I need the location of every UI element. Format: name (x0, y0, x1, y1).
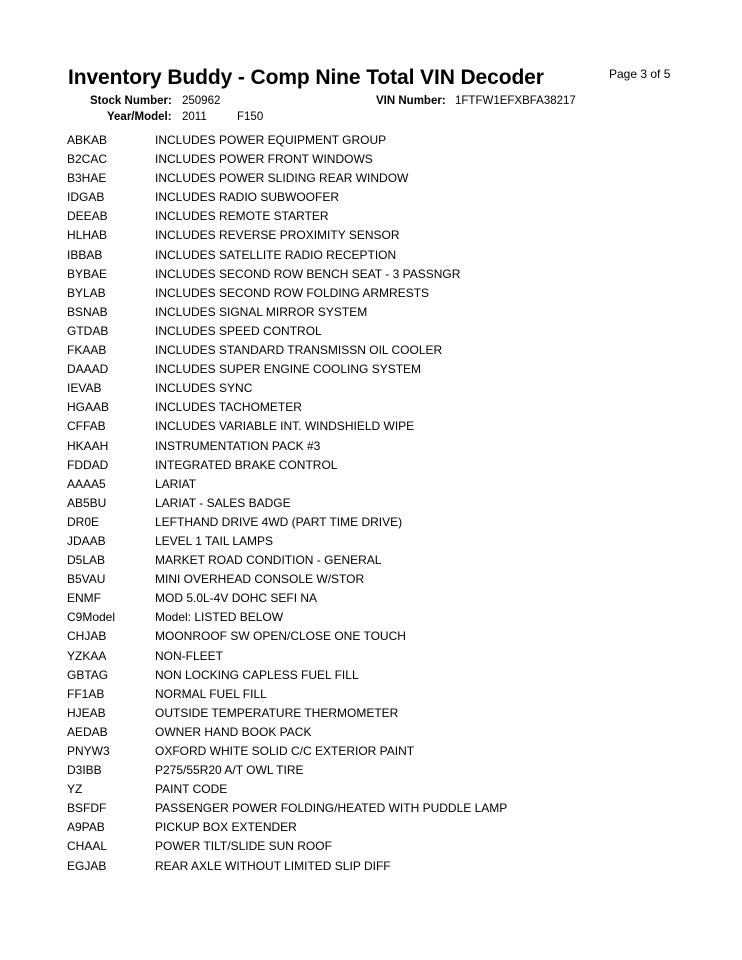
option-code: IBBAB (67, 247, 103, 262)
option-description: INCLUDES SECOND ROW FOLDING ARMRESTS (155, 285, 430, 300)
option-row (0, 496, 742, 515)
option-row (0, 610, 742, 629)
option-row (0, 248, 742, 267)
option-description: INCLUDES POWER FRONT WINDOWS (155, 152, 373, 167)
option-code: HJEAB (67, 705, 106, 720)
option-description: LARIAT (155, 476, 197, 491)
option-code: CHAAL (67, 839, 108, 854)
option-row (0, 477, 742, 496)
option-description: INCLUDES SECOND ROW BENCH SEAT - 3 PASSNGR (155, 266, 461, 281)
option-description: MINI OVERHEAD CONSOLE W/STOR (155, 572, 365, 587)
stock-number-label: Stock Number: (90, 95, 172, 107)
option-row (0, 725, 742, 744)
page-indicator: Page 3 of 5 (609, 67, 671, 81)
option-description: INCLUDES SUPER ENGINE COOLING SYSTEM (155, 362, 422, 377)
option-code: HGAAB (67, 400, 110, 415)
option-row (0, 534, 742, 553)
option-code: BSNAB (67, 304, 108, 319)
option-row (0, 267, 742, 286)
option-code: DR0E (67, 514, 100, 529)
option-code: IEVAB (67, 381, 102, 396)
option-description: INTEGRATED BRAKE CONTROL (155, 457, 338, 472)
option-code: AB5BU (67, 495, 107, 510)
option-row (0, 305, 742, 324)
option-code: EGJAB (67, 858, 107, 873)
option-code: HKAAH (67, 438, 109, 453)
option-code: HLHAB (67, 228, 108, 243)
option-code: ABKAB (67, 133, 108, 147)
option-description: INCLUDES STANDARD TRANSMISSN OIL COOLER (155, 343, 443, 358)
option-description: P275/55R20 A/T OWL TIRE (155, 763, 304, 778)
option-code: CHJAB (67, 629, 107, 644)
option-code: DEEAB (67, 209, 108, 224)
option-code: CFFAB (67, 419, 106, 434)
option-code: D5LAB (67, 553, 106, 568)
stock-number-value: 250962 (182, 95, 221, 107)
model-value: F150 (237, 111, 264, 123)
option-code: ENMF (67, 591, 101, 606)
option-description: MOONROOF SW OPEN/CLOSE ONE TOUCH (155, 629, 406, 644)
option-row (0, 419, 742, 438)
option-row (0, 439, 742, 458)
option-description: LEVEL 1 TAIL LAMPS (155, 533, 274, 548)
option-code: BSFDF (67, 801, 107, 816)
option-row (0, 343, 742, 362)
option-description: REAR AXLE WITHOUT LIMITED SLIP DIFF (155, 858, 391, 873)
option-description: INCLUDES TACHOMETER (155, 400, 302, 415)
option-code: GBTAG (67, 667, 109, 682)
option-description: POWER TILT/SLIDE SUN ROOF (155, 839, 332, 854)
option-row (0, 763, 742, 782)
option-code: FKAAB (67, 343, 107, 358)
option-code: DAAAD (67, 362, 109, 377)
option-description: INCLUDES SPEED CONTROL (155, 323, 322, 338)
option-row (0, 668, 742, 687)
option-row (0, 859, 742, 878)
option-description: OWNER HAND BOOK PACK (155, 724, 312, 739)
option-row (0, 228, 742, 247)
option-row (0, 515, 742, 534)
option-row (0, 687, 742, 706)
option-description: NON LOCKING CAPLESS FUEL FILL (155, 667, 359, 682)
option-code: YZKAA (67, 648, 107, 663)
option-row (0, 133, 742, 152)
option-description: OXFORD WHITE SOLID C/C EXTERIOR PAINT (155, 744, 415, 758)
option-description: INCLUDES SYNC (155, 381, 253, 396)
option-description: INSTRUMENTATION PACK #3 (155, 438, 321, 453)
option-row (0, 839, 742, 858)
option-row (0, 152, 742, 171)
option-code-list (0, 133, 742, 878)
option-code: IDGAB (67, 190, 105, 205)
option-description: OUTSIDE TEMPERATURE THERMOMETER (155, 705, 399, 720)
option-code: FF1AB (67, 686, 105, 701)
option-row (0, 706, 742, 725)
option-row (0, 362, 742, 381)
option-code: FDDAD (67, 457, 109, 472)
option-code: AAAA5 (67, 476, 106, 491)
option-description: NON-FLEET (155, 648, 224, 663)
option-code: C9Model (67, 610, 116, 625)
option-code: B5VAU (67, 572, 106, 587)
option-description: NORMAL FUEL FILL (155, 686, 267, 701)
option-code: JDAAB (67, 533, 106, 548)
option-description: INCLUDES POWER SLIDING REAR WINDOW (155, 171, 409, 186)
option-row (0, 553, 742, 572)
option-description: PAINT CODE (155, 782, 228, 797)
option-description: Model: LISTED BELOW (155, 610, 284, 625)
option-row (0, 782, 742, 801)
option-row (0, 286, 742, 305)
option-row (0, 324, 742, 343)
option-row (0, 629, 742, 648)
option-row (0, 458, 742, 477)
option-code: BYBAE (67, 266, 108, 281)
option-code: B2CAC (67, 152, 108, 167)
year-model-label: Year/Model: (107, 111, 172, 123)
option-description: INCLUDES SIGNAL MIRROR SYSTEM (155, 304, 368, 319)
option-description: LEFTHAND DRIVE 4WD (PART TIME DRIVE) (155, 514, 403, 529)
option-description: INCLUDES REMOTE STARTER (155, 209, 329, 224)
option-description: INCLUDES POWER EQUIPMENT GROUP (155, 133, 387, 147)
option-description: INCLUDES REVERSE PROXIMITY SENSOR (155, 228, 400, 243)
option-row (0, 381, 742, 400)
option-code: D3IBB (67, 763, 102, 778)
option-row (0, 171, 742, 190)
option-code: A9PAB (67, 820, 105, 835)
option-description: PASSENGER POWER FOLDING/HEATED WITH PUDDLE LAMP (155, 801, 508, 816)
option-description: MARKET ROAD CONDITION - GENERAL (155, 553, 382, 568)
option-row (0, 190, 742, 209)
option-description: INCLUDES RADIO SUBWOOFER (155, 190, 340, 205)
option-code: GTDAB (67, 323, 109, 338)
option-row (0, 591, 742, 610)
option-description: PICKUP BOX EXTENDER (155, 820, 297, 835)
option-row (0, 649, 742, 668)
option-row (0, 801, 742, 820)
vin-number-label: VIN Number: (376, 95, 446, 107)
option-description: MOD 5.0L-4V DOHC SEFI NA (155, 591, 318, 606)
option-row (0, 744, 742, 763)
option-row (0, 572, 742, 591)
option-row (0, 400, 742, 419)
option-code: AEDAB (67, 724, 108, 739)
option-row (0, 209, 742, 228)
option-description: LARIAT - SALES BADGE (155, 495, 291, 510)
option-code: YZ (67, 782, 83, 797)
option-code: PNYW3 (67, 744, 110, 758)
option-code: B3HAE (67, 171, 107, 186)
option-row (0, 820, 742, 839)
option-description: INCLUDES SATELLITE RADIO RECEPTION (155, 247, 397, 262)
option-description: INCLUDES VARIABLE INT. WINDSHIELD WIPE (155, 419, 415, 434)
option-code: BYLAB (67, 285, 106, 300)
year-value: 2011 (182, 111, 207, 123)
vin-number-value: 1FTFW1EFXBFA38217 (455, 95, 576, 107)
page-title: Inventory Buddy - Comp Nine Total VIN Decoder (68, 66, 544, 89)
